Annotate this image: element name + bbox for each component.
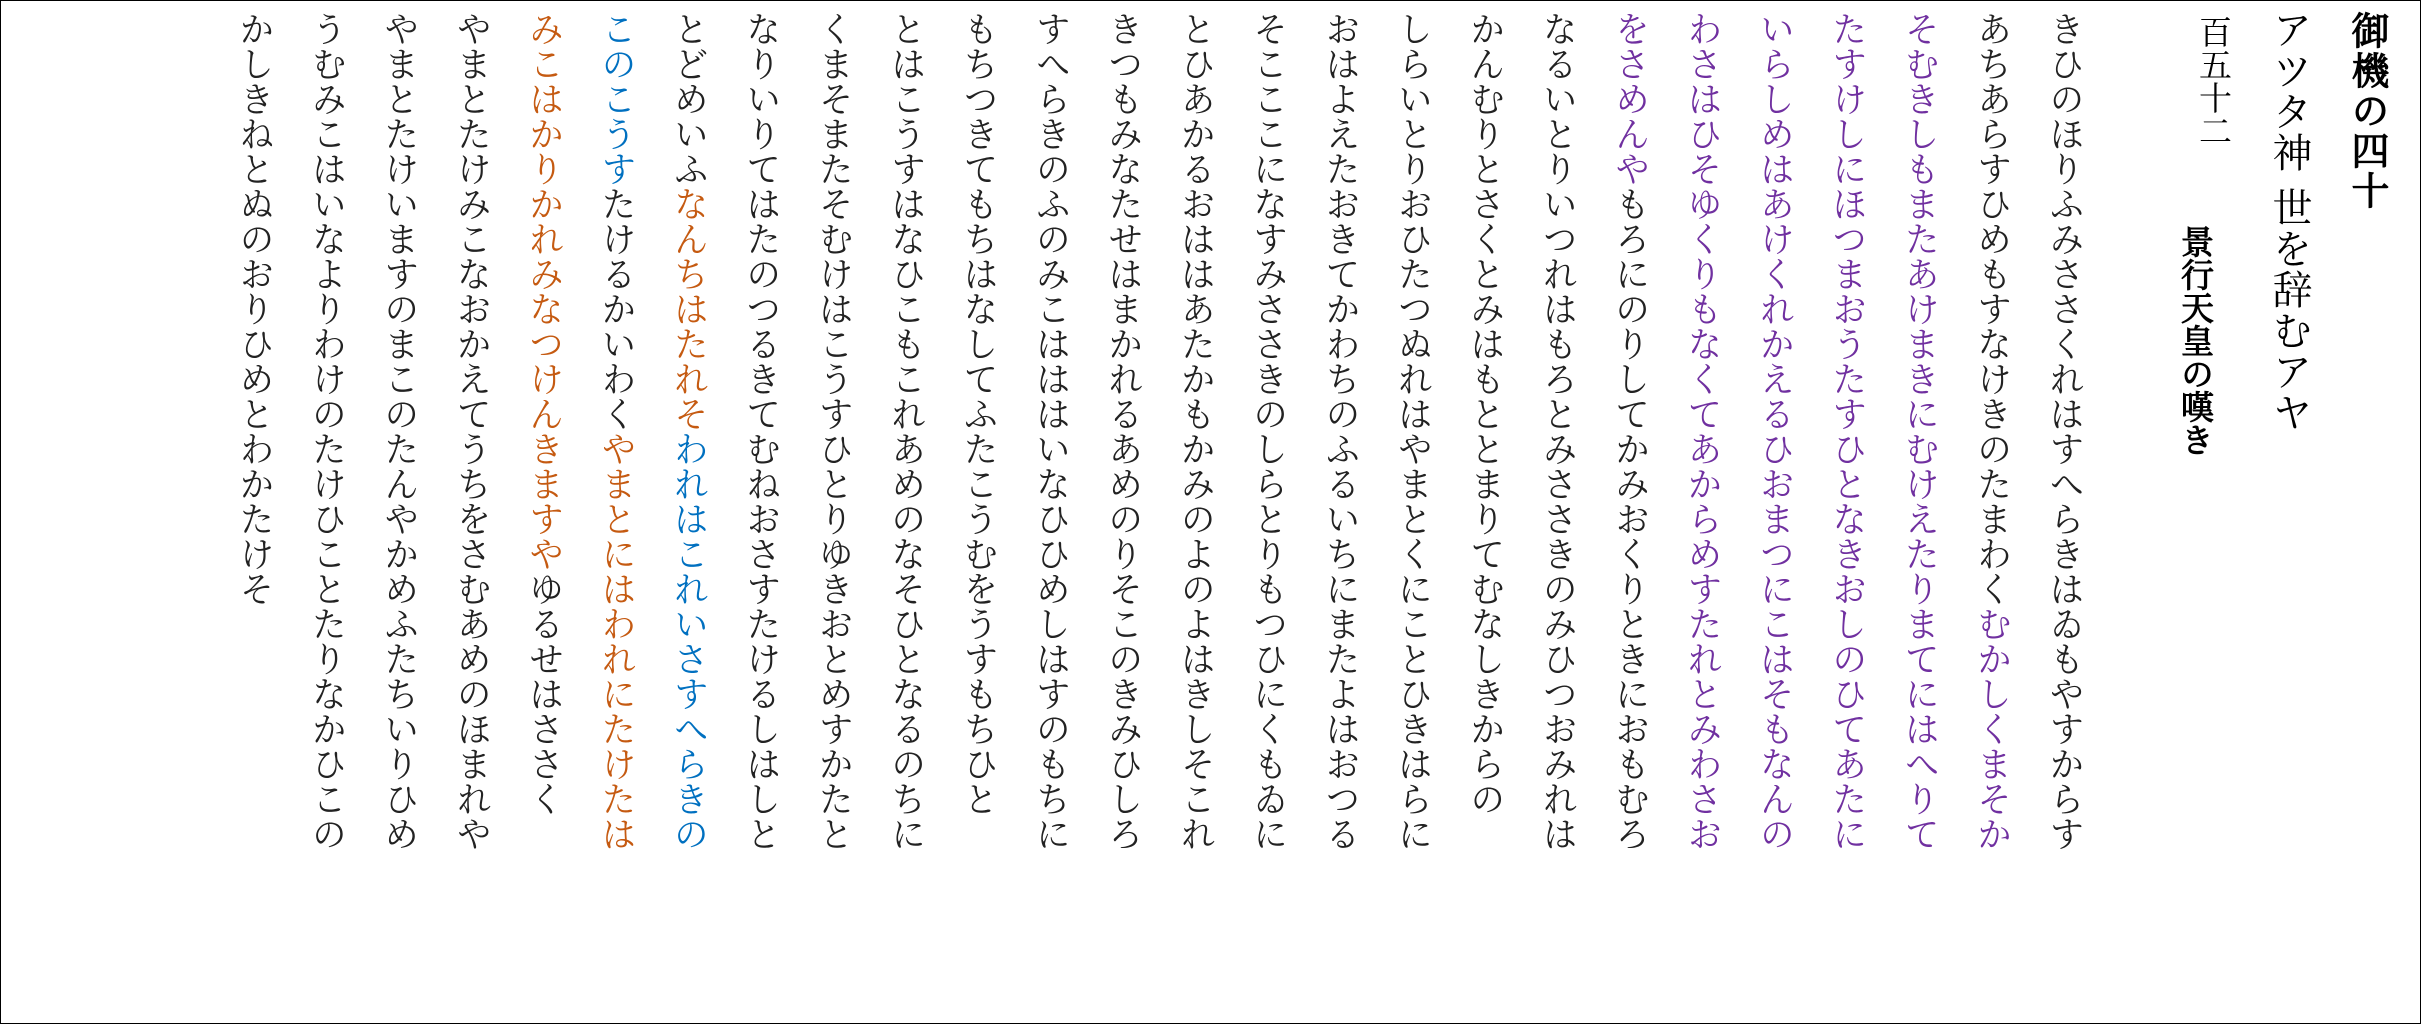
verse-phrase: たんやかめ [378,431,419,606]
verse-line [729,11,793,851]
verse-phrase: さくとみはもと [1464,186,1505,431]
verse-phrase: たけるしはしと [740,606,781,851]
verse-phrase: のたまわく [1971,431,2012,606]
verse-line [1308,11,1372,851]
verse-phrase: むねおさす [740,431,781,606]
verse-phrase: そむきしも [1899,11,1940,186]
verse-phrase: あからめす [1682,431,1722,606]
verse-phrase: やまとくに [1392,431,1433,606]
verse-phrase: いさすへらきの [668,606,709,851]
verse-phrase: まてにはへりて [1899,606,1940,851]
verse-phrase: またあけまきに [1899,186,1940,431]
verse-line [801,11,865,851]
verse-phrase: おとめすかたと [813,606,854,851]
verse-phrase: そこここに [1247,11,1288,186]
verse-phrase: ひめもすなけき [1971,186,2012,431]
chapter-subtitle: アツタ神 世を辞むアヤ [2266,9,2312,433]
verse-phrase: ひとなるのちに [885,606,926,851]
verse-phrase: をさめんや [1609,11,1650,186]
verse-line [946,11,1010,816]
verse-phrase: わさはひそ [1682,11,1722,186]
verse-phrase: よはきしそこれ [1175,606,1216,851]
verse-phrase: やまとには [596,431,636,606]
verse-line [1453,11,1517,816]
verse-phrase: ふるいちに [1320,431,1360,606]
verse-name: 景行天皇の嘆き [2176,225,2215,456]
verse-phrase: をうすもちひと [958,571,998,816]
verse-phrase: いらしめは [1754,11,1795,186]
verse-phrase: むけえたり [1899,431,1940,606]
verse-phrase: すへらきの [1030,11,1071,186]
verse-phrase: ひとりゆき [813,431,854,606]
verse-phrase: なんちはたれそ [668,186,709,431]
verse-phrase: たれとみわさお [1682,606,1722,851]
verse-line [439,11,503,851]
verse-line [1670,11,1734,851]
verse-phrase: はたのつるきて [740,186,781,431]
verse-phrase: いなよりわけの [306,186,347,431]
verse-phrase: みこなおかえて [451,186,492,431]
verse-line [1091,11,1155,851]
verse-phrase: きひのほり [2044,11,2084,186]
verse-phrase: しらいとり [1392,11,1433,186]
verse-phrase: かみおくり [1609,431,1650,606]
verse-phrase: しはすのもちに [1030,606,1071,851]
verse-phrase: ひおまつに [1754,431,1795,606]
verse-phrase: ふたこうむ [958,396,998,571]
verse-line [1163,11,1227,851]
verse-phrase: もちつきて [958,11,998,186]
verse-phrase: たりなかひこの [306,606,347,851]
verse-line [294,11,358,851]
verse-phrase: とまりて [1464,431,1505,571]
verse-phrase: とはこうす [885,11,926,186]
verse-phrase: あけくれかえる [1754,186,1795,431]
verse-phrase: このきみひしろ [1102,606,1143,851]
verse-phrase: はなひこもこれ [885,186,926,431]
verse-phrase: やまとたけ [451,11,492,186]
verse-phrase: このこうす [596,11,636,186]
verse-phrase: おきてかわちの [1320,186,1360,431]
verse-line [1815,11,1879,851]
verse-phrase: なりいりて [740,11,781,186]
verse-phrase: ゆるせはささく [523,571,564,816]
verse-line [1380,11,1444,851]
verse-phrase: ぬのおりひめと [234,186,274,431]
verse-phrase: しらとりも [1247,431,1288,606]
verse-line [1598,11,1662,851]
verse-phrase: そむけはこうす [813,186,854,431]
verse-phrase: ゆくりもなくて [1682,186,1722,431]
verse-phrase: きつもみな [1102,11,1143,186]
verse-line [584,11,648,851]
verse-phrase: もろにのりして [1609,186,1650,431]
verse-phrase: あめのなそ [885,431,926,606]
verse-phrase: われはこれ [668,431,709,606]
verse-phrase: しのひてあたに [1826,606,1867,851]
verse-line [512,11,576,816]
verse-phrase: あちあらす [1971,11,2012,186]
verse-phrase: ひとなきお [1826,431,1867,606]
verse-line [874,11,938,851]
verse-line [1525,11,1589,851]
verse-phrase: とひあかる [1175,11,1216,186]
verse-phrase: かしきねと [234,11,274,186]
verse-phrase: むかしくまそか [1971,606,2012,851]
verse-phrase: もちはなして [958,186,998,396]
verse-number: 百五十二 [2194,15,2233,147]
verse-phrase: なるいとり [1537,11,1578,186]
verse-phrase: われにたけたは [596,606,636,851]
verse-phrase: ふのみこははは [1030,186,1071,431]
verse-line [1887,11,1951,851]
verse-line [1960,11,2024,851]
verse-line [222,11,286,606]
verse-phrase: こはそもなんの [1754,606,1795,851]
verse-phrase: あめのほまれや [451,606,492,851]
verse-phrase: たすけしに [1826,11,1867,186]
verse-phrase: またよはおつる [1320,606,1360,851]
verse-phrase: ふみささくれは [2044,186,2084,431]
verse-phrase: うむみこは [306,11,347,186]
verse-phrase: みこはかり [523,11,564,186]
chapter-title: 御機の四十 [2345,11,2389,211]
verse-phrase: ゐもやすからす [2044,606,2084,851]
verse-phrase: いなひひめ [1030,431,1071,606]
verse-line [1236,11,1300,851]
verse-phrase: つひにくもゐに [1247,606,1288,851]
verse-phrase: おはよえた [1320,11,1360,186]
verse-phrase: たけるかいわく [596,186,636,431]
verse-line [1018,11,1082,851]
verse-phrase: あめのりそ [1102,431,1143,606]
verse-line [367,11,431,851]
verse-phrase: わかたけそ [234,431,274,606]
verse-phrase: きますや [523,431,564,571]
verse-phrase: ほつまおうたす [1826,186,1867,431]
verse-line [2032,11,2096,851]
verse-phrase: なすみささきの [1247,186,1288,431]
verse-phrase: すへらきは [2044,431,2084,606]
verse-phrase: むなしきからの [1464,571,1505,816]
verse-line [1742,11,1806,851]
verse-phrase: うちをさむ [451,431,492,606]
verse-phrase: たけひこと [306,431,347,606]
verse-phrase: いますのまこの [378,186,419,431]
verse-phrase: くまそまた [813,11,854,186]
verse-phrase: おひたつぬれは [1392,186,1433,431]
verse-phrase: いつれはもろと [1537,186,1578,431]
verse-phrase: おははあたかも [1175,186,1216,431]
verse-phrase: たせはまかれる [1102,186,1143,431]
verse-phrase: かれみなつけん [523,186,564,431]
verse-phrase: ことひきはらに [1392,606,1433,851]
verse-phrase: かみのよの [1175,431,1216,606]
verse-phrase: とどめいふ [668,11,709,186]
verse-line [656,11,720,851]
verse-phrase: みひつおみれは [1537,606,1578,851]
verse-phrase: ふたちいりひめ [378,606,419,851]
verse-phrase: ときにおもむろ [1609,606,1650,851]
verse-phrase: みささきの [1537,431,1578,606]
verse-phrase: やまとたけ [378,11,419,186]
verse-phrase: かんむりと [1464,11,1505,186]
